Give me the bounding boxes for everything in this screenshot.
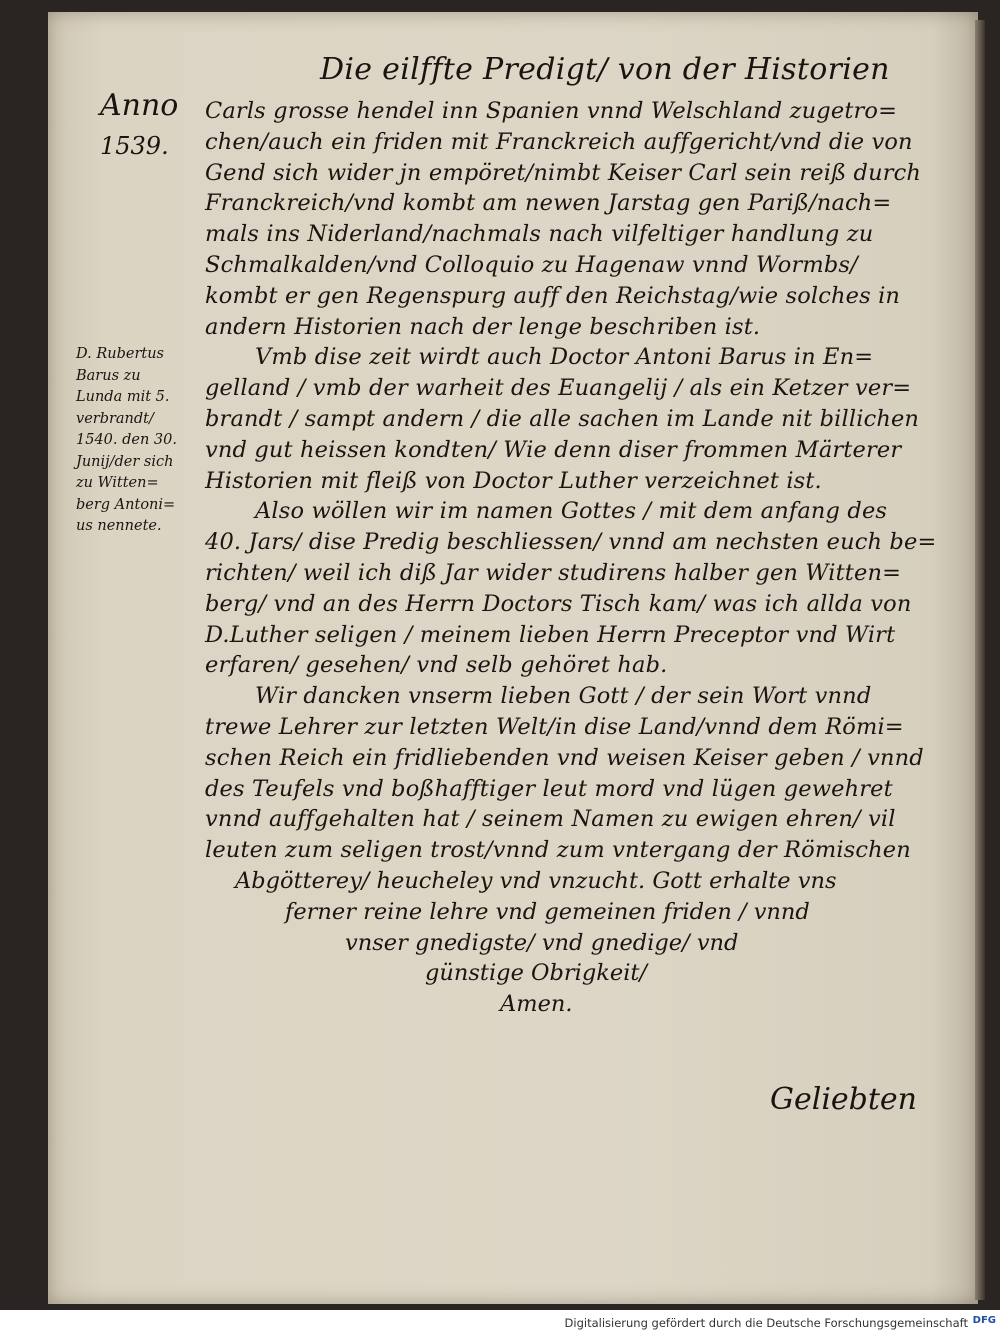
text-line: berg/ vnd an des Herrn Doctors Tisch kam/ was ich allda von [205,590,912,617]
paragraph-1 [205,96,930,342]
margin-note-line: Barus zu [76,367,141,384]
text-line: Historien mit fleiß von Doctor Luther verzeichnet ist. [205,467,822,494]
page-edge [975,20,985,1300]
text-line: andern Historien nach der lenge beschriben ist. [205,313,761,340]
margin-note-line: 1540. den 30. [76,432,177,448]
text-line: D.Luther seligen / meinem lieben Herrn Preceptor vnd Wirt [205,621,896,648]
text-line: Vmb dise zeit wirdt auch Doctor Antoni Barus in En= [255,344,874,371]
text-line: Franckreich/vnd kombt am newen Jarstag gen Pariß/nach= [205,190,892,217]
closing-line: vnser gnedigste/ vnd gnedige/ vnd [345,929,739,956]
margin-note-line: D. Rubertus [76,346,164,362]
text-line: Also wöllen wir im namen Gottes / mit dem anfang des [255,498,888,525]
text-line: Wir dancken vnserm lieben Gott / der sein Wort vnnd [255,683,872,710]
margin-note-line: verbrandt/ [76,410,154,427]
text-line: 40. Jars/ dise Predig beschliessen/ vnnd am nechsten euch be= [205,529,937,556]
anno-label: Anno [100,88,179,123]
closing-line: Abgötterey/ heucheley vnd vnzucht. Gott erhalte vns [235,868,837,894]
margin-note [76,344,216,538]
body-text [205,96,937,866]
margin-note-line: zu Witten= [76,475,159,491]
text-line: mals ins Niderland/nachmals nach vilfeltiger handlung zu [205,221,874,248]
text-line: Gend sich wider jn empöret/nimbt Keiser Carl sein reiß durch [205,159,922,186]
text-line: Schmalkalden/vnd Colloquio zu Hagenaw vnnd Wormbs/ [205,251,858,278]
closing-line: ferner reine lehre vnd gemeinen friden / vnnd [285,898,810,925]
catchword: Geliebten [770,1082,917,1117]
text-line: gelland / vmb der warheit des Euangelij / als ein Ketzer ver= [205,375,912,402]
text-line: trewe Lehrer zur letzten Welt/in dise Land/vnnd dem Römi= [205,713,904,740]
text-line: des Teufels vnd boßhafftiger leut mord vnd lügen gewehret [205,775,893,802]
margin-note-line: us nennete. [76,518,162,534]
margin-year [100,86,210,166]
text-line: chen/auch ein friden mit Franckreich auffgericht/vnd die von [205,128,913,155]
text-line: schen Reich ein fridliebenden vnd weisen Keiser geben / vnnd [205,744,924,771]
text-line: vnnd auffgehalten hat / seinem Namen zu ewigen ehren/ vil [205,806,896,833]
margin-note-line: berg Antoni= [76,496,176,513]
text-line: richten/ weil ich diß Jar wider studirens halber gen Witten= [205,559,902,586]
closing-block [205,866,930,1020]
anno-year: 1539. [100,132,169,160]
paragraph-4 [205,681,930,866]
text-line: vnd gut heissen kondten/ Wie denn diser frommen Märterer [205,436,902,463]
text-line: brandt / sampt andern / die alle sachen im Lande nit billichen [205,405,920,432]
text-line: erfaren/ gesehen/ vnd selb gehöret hab. [205,652,668,679]
text-line: kombt er gen Regenspurg auff den Reichstag/wie solches in [205,282,901,309]
text-line: leuten zum seligen trost/vnnd zum vntergang der Römischen [205,837,911,864]
paragraph-2 [205,342,930,496]
dfg-logo: DFG [972,1315,996,1326]
closing-line: günstige Obrigkeit/ [425,960,648,987]
closing-line: Amen. [500,991,573,1018]
margin-note-line: Lunda mit 5. [76,389,170,405]
running-head: Die eilffte Predigt/ von der Historien [320,52,890,87]
text-line: Carls grosse hendel inn Spanien vnnd Welschland zugetro= [205,98,898,124]
footer-credit: Digitalisierung gefördert durch die Deutsche Forschungsgemeinschaft [564,1316,968,1330]
margin-note-line: Junij/der sich [76,453,174,470]
paragraph-3 [205,496,937,681]
